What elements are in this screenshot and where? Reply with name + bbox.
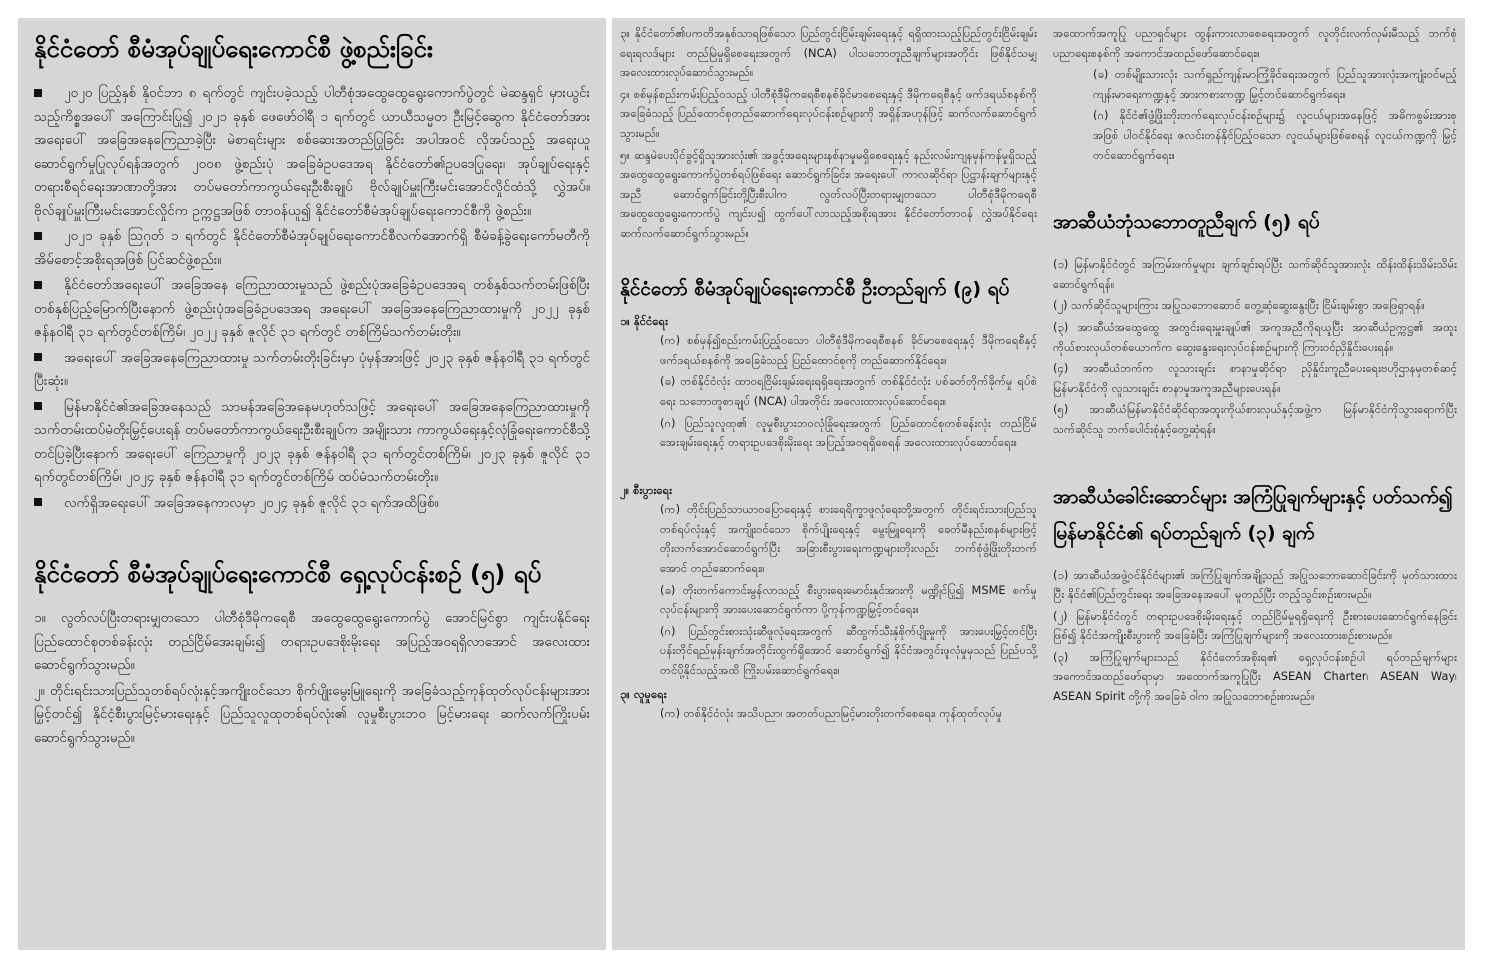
roadmap-item: ၂။ တိုင်းရင်းသားပြည်သူတစ်ရပ်လုံးနှင့်အကျိုးဝင်သော စိုက်ပျိုးမွေးမြူရေးကို အခြေခံသည့်ကုန်ထုတ်လုပ်ငန်းများအားမြှင့်တင်၍ နိုင်ငံ့စီးပွားမြင့်မားရေးနှင့် ပြည်သူလူထုတစ်ရပ်လုံး၏ လူမှုစီးပွားဘဝ မြင့်မားရေး ဆက်လက်ကြိုးပမ်းဆောင်ရွက်သွားမည်။	[34, 682, 590, 746]
bullet-text: ၂၀၂၁ ခုနှစ် ဩဂုတ် ၁ ရက်တွင် နိုင်ငံတော်စီမံအုပ်ချုပ်ရေးကောင်စီလက်အောက်ရှိ စီမံခန့်ခွဲရေးကော်မတီကို အိမ်စောင့်အစိုးရအဖြစ် ပြင်ဆင်ဖွဲ့စည်း။	[34, 228, 590, 268]
objective-item: (ဂ) ပြည်သူလူထု၏ လူမှုစီးပွားဘဝလုံခြုံရေးအတွက် ပြည်ထောင်စုတစ်ခန်းလုံး တည်ငြိမ်အေးချမ်းရေးနှင့် တရားဥပဒေစိုးမိုးရေး အပြည့်အဝရရှိစေရန် အလေးထားလုပ်ဆောင်ရေး။	[660, 415, 1037, 450]
objective-item: (က) တစ်နိုင်ငံလုံး အသိပညာ၊ အတတ်ပညာမြင့်မားတိုးတက်စေရေး၊ ကုန်ထုတ်လုပ်မှု	[660, 706, 1003, 721]
bullet-text: မြန်မာနိုင်ငံ၏အခြေအနေသည် သာမန်အခြေအနေမဟုတ်သဖြင့် အရေးပေါ် အခြေအနေကြေညာထားမှုကို သက်တမ်းထပ်မံတိုးမြှင့်ပေးရန် တပ်မတော်ကာကွယ်ရေးဦးစီးချုပ်က အမျိုးသား ကာကွယ်ရေးနှင့်လုံခြုံရေးကောင်စီသို့ တင်ပြခဲ့ပြီးနောက် အရေးပေါ် ကြေညာမှုကို ၂၀၂၃ ခုနှစ် ဇန်နဝါရီ ၃၁ ရက်တွင်တစ်ကြိမ်၊ ၂၀၂၃ ခုနှစ် ဇူလိုင် ၃၁ ရက်တွင်တစ်ကြိမ်၊ ၂၀၂၄ ခုနှစ် ဇန်နဝါရီ ၃၁ ရက်တွင်တစ်ကြိမ် ထပ်မံသက်တမ်းတိုး။	[34, 398, 590, 485]
consensus-item: (၅) အာဆီယံမြန်မာနိုင်ငံဆိုင်ရာအထူးကိုယ်စားလှယ်နှင့်အဖွဲ့က မြန်မာနိုင်ငံကိုသွားရောက်ပြီး သက်ဆိုင်သူ ဘက်ပေါင်းစုံနှင့်တွေ့ဆုံရန်။	[1053, 402, 1457, 436]
square-bullet-icon	[34, 281, 42, 289]
objective-item: (က) တိုင်းပြည်သာယာဝပြောရေးနှင့် စားရေရိက္ခာဖူလုံရေးတို့အတွက် တိုင်းရင်းသားပြည်သူတစ်ရပ်လုံးနှင့် အကျိုးဝင်သော စိုက်ပျိုးရေးနှင့် မွေးမြူရေးကို ခေတ်မီနည်းစနစ်များဖြင့် တိုးတက်အောင်ဆောင်ရွက်ပြီး အခြားစီးပွားရေးကဏ္ဍများတိုးလည်း ဘက်စုံဖွံ့ဖြိုးတိုးတက်အောင် တည်ဆောက်ရေး။	[660, 502, 1037, 576]
objective-item: (ဂ) နိုင်ငံ၏ဖွံ့ဖြိုးတိုးတက်ရေးလုပ်ငန်းစဉ်များ၌ လူငယ်များအနေဖြင့် အဓိကစွမ်းအားစုအဖြစ် ပါဝင်နိုင်ရေး ဇလင်းတန်နိုင်ပြည့်ဝသော လူငယ်များဖြစ်စေရန် လူငယ်ကဏ္ဍကို မြှင့်တင်ဆောင်ရွက်ရေး။	[1093, 108, 1457, 162]
square-bullet-icon	[34, 89, 42, 97]
bullet-item	[34, 347, 590, 394]
stance-item: (၁) အာဆီယံအဖွဲ့ဝင်နိုင်ငံများ၏ အကြံပြုချက်အချို့သည် အပြုသဘောဆောင်ခြင်းကို မှတ်သားထားပြီး နိုင်ငံ၏ပြည်တွင်းရေး အခြေအနေအပေါ် မူတည်ပြီး တည့်သွင်းစဉ်းစားမည်။	[1053, 567, 1457, 602]
heading-council-formation: နိုင်ငံတော် စီမံအုပ်ချုပ်ရေးကောင်စီ ဖွဲ့စည်းခြင်း	[34, 35, 433, 63]
stance-item: (၂) မြန်မာနိုင်ငံတွင် တရားဥပဒေစိုးမိုးရေးနှင့် တည်ငြိမ်မှုရရှိရေးကို ဦးစားပေးဆောင်ရွက်နေခြင်းဖြစ်၍ နိုင်ငံအကျိုးစီးပွားကို အခြေခံပြီး အကြံပြုချက်များကို အလေးထားစဉ်းစားမည်။	[1053, 608, 1457, 643]
roadmap-item: ၃။ နိုင်ငံတော်၏ပကတိအနှစ်သာရဖြစ်သော ပြည်တွင်းငြိမ်းချမ်းရေးနှင့် ရရှိထားသည့်ပြည်တွင်းငြိမ်းချမ်းရေးရလဒ်များ တည်မြဲမှုရှိစေရေးအတွက် (NCA) ပါသဘောတူညီချက်များအတိုင်း ဖြစ်နိုင်သမျှ အလေးထားလုပ်ဆောင်သွားမည်။	[620, 26, 1037, 80]
column-left	[18, 18, 606, 950]
consensus-item: (၁) မြန်မာနိုင်ငံတွင် အကြမ်းဖက်မှုများ ချက်ချင်းရပ်ပြီး သက်ဆိုင်သူအားလုံး ထိန်းထိန်းသိမ်းသိမ်း ဆောင်ရွက်ရန်။	[1053, 257, 1457, 291]
objective-item: (ခ) တစ်မျိုးသားလုံး သက်ရှည်ကျန်းမာကြံ့ခိုင်ရေးအတွက် ပြည်သူအားလုံးအကျုံးဝင်မည့် ကျန်းမာရေးကဏ္ဍနှင့် အားကစားကဏ္ဍ မြှင့်တင်ဆောင်ရွက်ရေး။	[1093, 67, 1457, 101]
square-bullet-icon	[34, 498, 42, 506]
bullet-item	[34, 82, 590, 223]
stance-item: (၃) အကြံပြုချက်များသည် နိုင်ငံတော်အစိုးရ၏ ရှေ့လုပ်ငန်းစဉ်ပါ ရပ်တည်ချက်များ အကောင်အထည်ဖော်ရာမှာ အထောက်အကူပြုပြီး ASEAN Charter၊ ASEAN Way၊ ASEAN Spirit တို့ကို အခြေခံ ဝါက အပြုသဘောစဉ်းစားမည်။	[1053, 649, 1457, 704]
square-bullet-icon	[34, 402, 42, 410]
heading-asean-recommendations: အာဆီယံခေါင်းဆောင်များ အကြံပြုချက်များနှင့် ပတ်သက်၍	[1053, 485, 1453, 508]
bullet-item	[34, 225, 590, 272]
bullet-text: နိုင်ငံတော်အရေးပေါ် အခြေအနေ ကြေညာထားမှုသည် ဖွဲ့စည်းပုံအခြေခံဥပဒေအရ တစ်နှစ်သက်တမ်းဖြစ်ပြီး တစ်နှစ်ပြည့်မြောက်ပြီးနောက် ဖွဲ့စည်းပုံအခြေခံဥပဒေအရ အရေးပေါ် အခြေအနေကြေညာထားမှုကို ၂၀၂၂ ခုနှစ် ဇန်နဝါရီ ၃၁ ရက်တွင်တစ်ကြိမ်၊ ၂၀၂၂ ခုနှစ် ဇူလိုင် ၃၁ ရက်တွင် တစ်ကြိမ်သက်တမ်းတိုး။	[34, 277, 590, 340]
bullet-item	[34, 274, 590, 345]
objective-item: (က) စစ်မှန်၍စည်းကမ်းပြည့်ဝသော ပါတီစုံဒီမိုကရေစီစနစ် ခိုင်မာစေရေးနှင့် ဒီမိုကရေစီနှင့် ဖက်ဒရယ်စနစ်ကို အခြေခံသည့် ပြည်ထောင်စုကို တည်ဆောက်နိုင်ရေး။	[660, 333, 1037, 367]
bullet-item	[34, 396, 590, 490]
column-middle	[612, 18, 1045, 950]
bullet-text: ၂၀၂၀ ပြည့်နှစ် နိုဝင်ဘာ ၈ ရက်တွင် ကျင်းပခဲ့သည့် ပါတီစုံအထွေထွေရွေးကောက်ပွဲတွင် မဲဆန္ဒရှင် မှားယွင်းသည့်ကိစ္စအပေါ် အကြောင်းပြု၍ ၂၀၂၁ ခုနှစ် ဖေဖော်ဝါရီ ၁ ရက်တွင် ယာယီသမ္မတ ဦးမြင့်ဆွေက နိုင်ငံတော်အား အရေးပေါ် အခြေအနေကြေညာခဲ့ပြီး မဲစာရင်းများ စစ်ဆေးအတည်ပြုခြင်း အပါအဝင် လိုအပ်သည့် အရေးယူဆောင်ရွက်မှုပြုလုပ်ရန်အတွက် ၂၀၀၈ ဖွဲ့စည်းပုံ အခြေခံဥပဒေအရ နိုင်ငံတော်၏ဥပဒေပြုရေး၊ အုပ်ချုပ်ရေးနှင့် တရားစီရင်ရေးအာဏာတို့အား တပ်မတော်ကာကွယ်ရေးဦးစီးချုပ် ဗိုလ်ချုပ်မှူးကြီးမင်းအောင်လှိုင်ထံသို့ လွှဲအပ်။ ဗိုလ်ချုပ်မှူးကြီးမင်းအောင်လှိုင်က ဥက္ကဋ္ဌအဖြစ် တာဝန်ယူ၍ နိုင်ငံတော်စီမံအုပ်ချုပ်ရေးကောင်စီကို ဖွဲ့စည်း။	[34, 85, 590, 219]
consensus-item: (၂) သက်ဆိုင်သူများကြား အပြုသဘောဆောင် တွေ့ဆုံဆွေးနွေးပြီး ငြိမ်းချမ်းစွာ အဖြေရှာရန်။	[1053, 298, 1425, 313]
consensus-item: (၄) အာဆီယံဘက်က လူသားချင်း စာနာမှုဆိုင်ရာ ညှိနှိုင်းကူညီပေးရေးဗဟိုဌာနမှတစ်ဆင့် မြန်မာနိုင်ငံကို လူသားချင်း စာနာမှုအကူအညီများပေးရန်။	[1053, 361, 1457, 395]
bullet-item	[34, 492, 590, 516]
square-bullet-icon	[34, 353, 42, 361]
section-title-economic: ၂။ စီးပွားရေး	[620, 482, 672, 497]
roadmap-item: ၄။ စစ်မှန်စည်းကမ်းပြည့်ဝသည့် ပါတီစုံဒီမိုကရေစီစနစ်ခိုင်မာစေရေးနှင့် ဒီမိုကရေစီနှင့် ဖက်ဒရယ်စနစ်ကို အခြေခံသည့် ပြည်ထောင်စုတည်ဆောက်ရေးလုပ်ငန်းစဉ်များကို အရှိန်အဟုန်ဖြင့် ဆက်လက်ဆောင်ရွက်သွားမည်။	[620, 86, 1037, 140]
square-bullet-icon	[34, 232, 42, 240]
objective-item: (ခ) တစ်နိုင်ငံလုံး ထာဝရငြိမ်းချမ်းရေးရရှိရေးအတွက် တစ်နိုင်ငံလုံး ပစ်ခတ်တိုက်ခိုက်မှု ရပ်စဲရေး သဘောတူစာချုပ် (NCA) ပါအတိုင်း အလေးထားလုပ်ဆောင်ရေး။	[660, 374, 1037, 408]
section-title-political: ၁။ နိုင်ငံရေး	[620, 313, 668, 328]
heading-roadmap: နိုင်ငံတော် စီမံအုပ်ချုပ်ရေးကောင်စီ ရှေ့လုပ်ငန်းစဉ် (၅) ရပ်	[34, 560, 542, 588]
heading-objectives: နိုင်ငံတော် စီမံအုပ်ချုပ်ရေးကောင်စီ ဦးတည်ချက် (၉) ရပ်	[620, 277, 1010, 300]
objective-item: (ခ) တိုးတက်ကောင်းမွန်လာသည့် စီးပွားရေးမောင်းနှင်အားကို မဏ္ဍိုင်ပြု၍ MSME စက်မှုလုပ်ငန်းများကို အားပေးဆောင်ရွက်ကာ ပို့ကုန်ကဏ္ဍမြှင့်တင်ရေး။	[660, 582, 1037, 617]
column-right	[1045, 18, 1465, 950]
roadmap-item: ၅။ ဆန္ဒမဲပေးပိုင်ခွင့်ရှိသူအားလုံး၏ အခွင့်အရေးများနစ်နာမှုမရှိစေရေးနှင့် နည်းလမ်းကျနမှန်ကန်မှုရှိသည့် အထွေထွေရွေးကောက်ပွဲတစ်ရပ်ဖြစ်ရေး ဆောင်ရွက်ခြင်း၊ အရေးပေါ် ကာလဆိုင်ရာ ပြဋ္ဌာန်းချက်များနှင့်အညီ ဆောင်ရွက်ခြင်းတို့ပြီးစီးပါက လွတ်လပ်ပြီးတရားမျှတသော ပါတီစုံဒီမိုကရေစီ အထွေထွေရွေးကောက်ပွဲ ကျင်းပ၍ ထွက်ပေါ်လာသည့်အစိုးရအား နိုင်ငံတော်တာဝန် လွှဲအပ်နိုင်ရေး ဆက်လက်ဆောင်ရွက်သွားမည်။	[620, 147, 1037, 240]
bullet-text: လက်ရှိအရေးပေါ် အခြေအနေကာလမှာ ၂၀၂၄ ခုနှစ် ဇူလိုင် ၃၁ ရက်အထိဖြစ်။	[64, 494, 439, 511]
consensus-item: (၃) အာဆီယံအထွေထွေ အတွင်းရေးမှူးချုပ်၏ အကူအညီကိုရယူပြီး အာဆီယံဥက္ကဋ္ဌ၏ အထူးကိုယ်စားလှယ်တစ်ယောက်က ဆွေးနွေးရေးလုပ်ငန်းစဉ်များကို ကြားဝင်ညှိနှိုင်းပေးရန်။	[1053, 319, 1457, 354]
roadmap-item: ၁။ လွတ်လပ်ပြီးတရားမျှတသော ပါတီစုံဒီမိုကရေစီ အထွေထွေရွေးကောက်ပွဲ အောင်မြင်စွာ ကျင်းပနိုင်ရေးပြည်ထောင်စုတစ်ခန်းလုံး တည်ငြိမ်အေးချမ်း၍ တရားဥပဒေစိုးမိုးရေး အပြည့်အဝရရှိလာအောင် အလေးထားဆောင်ရွက်သွားမည်။	[34, 610, 590, 673]
heading-asean-consensus: အာဆီယံဘုံသဘောတူညီချက် (၅) ရပ်	[1053, 211, 1320, 234]
objective-item: အထောက်အကူပြု ပညာရှင်များ ထွန်းကားလာစေရေးအတွက် လူတိုင်းလက်လှမ်းမီသည့် ဘက်စုံပညာရေးစနစ်ကို အကောင်အထည်ဖော်ဆောင်ရေး။	[1053, 26, 1457, 60]
objective-item: (ဂ) ပြည်တွင်းစားသုံးဆီဖူလုံရေးအတွက် ဆီထွက်သီးနှံစိုက်ပျိုးမှုကို အားပေးမြှင့်တင်ပြီး ပန်းတိုင်ရည်မှန်းချက်အတိုင်းထွက်ရှိအောင် ဆောင်ရွက်၍ နိုင်ငံအတွင်းဖူလုံမှုမှသည် ပြည်ပသို့ တင်ပို့နိုင်သည့်အထိ ကြိုးပမ်းဆောင်ရွက်ရေး။	[660, 623, 1037, 678]
bullet-text: အရေးပေါ် အခြေအနေကြေညာထားမှု သက်တမ်းတိုးခြင်းမှာ ပုံမှန်အားဖြင့် ၂၀၂၃ ခုနှစ် ဇန်နဝါရီ ၃၁ ရက်တွင်ပြီးဆုံး။	[34, 349, 590, 389]
section-title-social: ၃။ လူမှုရေး	[620, 686, 667, 701]
heading-myanmar-stance: မြန်မာနိုင်ငံ၏ ရပ်တည်ချက် (၃) ချက်	[1053, 521, 1315, 544]
